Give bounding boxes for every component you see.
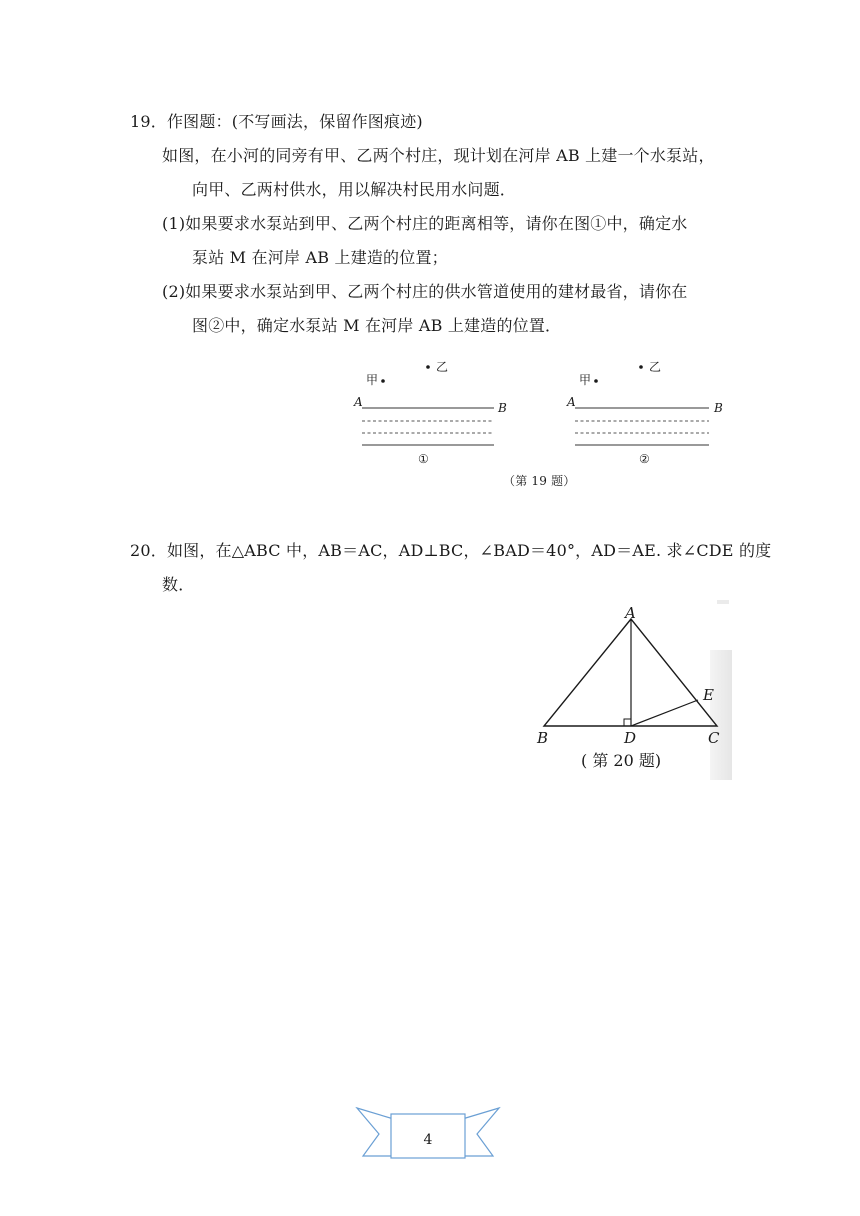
village-b-dot — [426, 365, 430, 369]
q19-title: 19．作图题：(不写画法，保留作图痕迹) — [130, 112, 423, 131]
point-e-label: E — [703, 686, 714, 704]
q19-part2-line2: 图②中，确定水泵站 M 在河岸 AB 上建造的位置． — [192, 316, 562, 335]
figure-number: ② — [639, 452, 650, 466]
q19-figure-1 — [350, 355, 520, 470]
q20-text-line1: 20．如图，在△ABC 中，AB＝AC，AD⊥BC，∠BAD＝40°，AD＝AE. 求∠CDE 的度 — [130, 541, 772, 560]
vertex-c-label: C — [708, 729, 720, 747]
q19-intro-line1: 如图，在小河的同旁有甲、乙两个村庄，现计划在河岸 AB 上建一个水泵站， — [162, 146, 715, 165]
point-a-label: A — [354, 395, 363, 409]
point-b-label: B — [714, 401, 723, 415]
q20-triangle-figure — [530, 605, 730, 780]
q19-intro-line2: 向甲、乙两村供水，用以解决村民用水问题． — [192, 180, 517, 199]
q19-caption: （第 19 题） — [503, 474, 576, 488]
point-b-label: B — [498, 401, 507, 415]
page-number: 4 — [423, 1132, 433, 1148]
village-b-label: 乙 — [436, 360, 449, 374]
q19-part2-line1: (2)如果要求水泵站到甲、乙两个村庄的供水管道使用的建材最省，请你在 — [162, 282, 688, 301]
village-b-dot — [639, 365, 643, 369]
q20-caption: ( 第 20 题) — [581, 751, 662, 770]
q19-part1-line2: 泵站 M 在河岸 AB 上建造的位置； — [192, 248, 448, 267]
vertex-b-label: B — [537, 729, 549, 747]
point-d-label: D — [624, 729, 637, 747]
q19-figure-2 — [563, 355, 733, 470]
right-angle-mark — [624, 719, 631, 726]
village-a-dot — [594, 379, 598, 383]
village-a-label: 甲 — [579, 373, 592, 387]
point-a-label: A — [567, 395, 576, 409]
village-b-label: 乙 — [649, 360, 662, 374]
vertex-a-label: A — [625, 604, 636, 622]
village-a-label: 甲 — [366, 373, 379, 387]
scan-shading — [717, 600, 729, 604]
figure-number: ① — [418, 452, 429, 466]
village-a-dot — [381, 379, 385, 383]
q19-part1-line1: (1)如果要求水泵站到甲、乙两个村庄的距离相等，请你在图①中，确定水 — [162, 214, 688, 233]
page-number-ribbon — [353, 1100, 503, 1166]
segment-de — [631, 700, 698, 726]
q20-text-line2: 数． — [162, 575, 195, 594]
